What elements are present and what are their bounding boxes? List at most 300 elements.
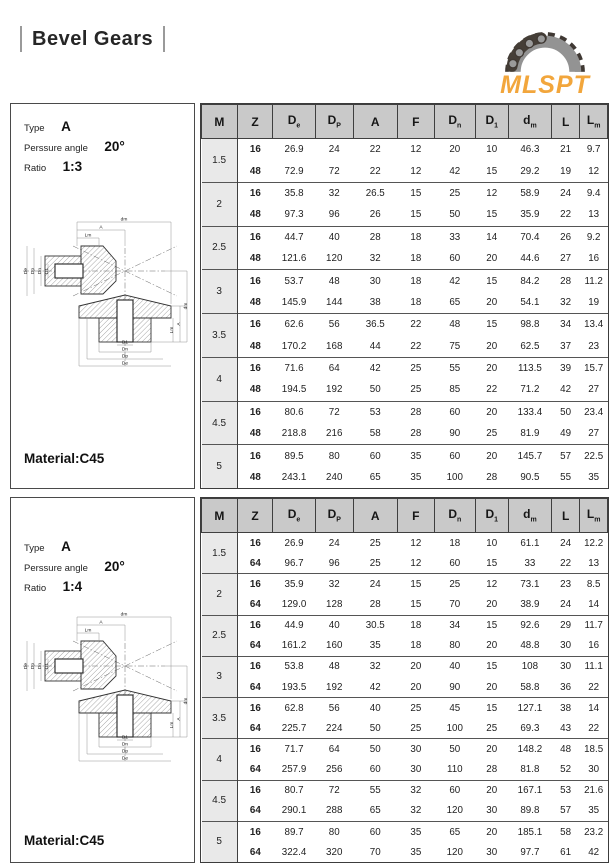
cell-value: 20 <box>475 357 508 379</box>
cell-value: 12 <box>588 165 600 177</box>
cell-value: 20 <box>486 681 498 693</box>
cell-value: 96 <box>328 209 340 221</box>
cell-value: 13.4 <box>580 314 608 336</box>
cell-value: 21.6 <box>580 780 608 801</box>
gear-table <box>201 498 608 862</box>
cell-value: 22 <box>588 722 600 734</box>
cell-value: 24 <box>315 139 353 161</box>
cell-value: 11.2 <box>580 270 608 292</box>
cell-module: 5 <box>202 445 238 488</box>
svg-text:Dp: Dp <box>30 267 36 275</box>
svg-text:Lm: Lm <box>169 326 175 334</box>
cell-value: 50 <box>353 739 397 760</box>
table-row <box>202 357 608 379</box>
cell-value: 160 <box>326 640 343 652</box>
cell-value: 25 <box>353 533 397 554</box>
cell-value: 32 <box>353 656 397 677</box>
bevel-gear-drawing <box>15 210 191 374</box>
table-row <box>202 160 608 182</box>
cell-value: 15 <box>397 182 434 204</box>
cell-value: 36 <box>560 681 572 693</box>
gear-section-drawing <box>14 210 191 374</box>
cell-value: 20 <box>486 340 498 352</box>
cell-module: 4.5 <box>202 780 238 821</box>
cell-value: 9.4 <box>580 182 608 204</box>
cell-value: 27 <box>588 428 600 440</box>
cell-value: 18 <box>410 253 422 265</box>
table-row <box>202 739 608 760</box>
cell-teeth: 64 <box>249 557 261 569</box>
cell-value: 57 <box>560 805 572 817</box>
col-header-De: $D_e$ <box>273 105 315 139</box>
cell-value: 15 <box>475 314 508 336</box>
col-header-dm: $d_m$ <box>508 499 551 533</box>
cell-value: 70 <box>369 846 381 858</box>
svg-text:A: A <box>176 322 182 326</box>
spec-ratio: Ratio 1:4 <box>24 579 83 594</box>
cell-value: 80.6 <box>273 401 315 423</box>
cell-value: 35 <box>588 471 600 483</box>
cell-value: 40 <box>435 656 476 677</box>
cell-value: 22 <box>397 314 434 336</box>
col-header-A: A <box>353 105 397 139</box>
cell-value: 145.9 <box>281 296 307 308</box>
cell-value: 15 <box>475 270 508 292</box>
col-header-Lm: $L_m$ <box>580 499 608 533</box>
cell-value: 89.5 <box>273 445 315 467</box>
cell-value: 24 <box>353 574 397 595</box>
bevel-gear-drawing <box>15 598 191 776</box>
cell-value: 161.2 <box>281 640 307 652</box>
cell-value: 12 <box>410 165 422 177</box>
cell-value: 15 <box>486 209 498 221</box>
cell-value: 28 <box>397 401 434 423</box>
table-row <box>202 248 608 270</box>
cell-teeth: 48 <box>249 253 261 265</box>
cell-value: 38 <box>369 296 381 308</box>
svg-text:D1: D1 <box>44 662 50 670</box>
cell-value: 72 <box>315 401 353 423</box>
cell-value: 53.8 <box>273 656 315 677</box>
cell-value: 40 <box>315 226 353 248</box>
cell-value: 20 <box>435 139 476 161</box>
table-row <box>202 533 608 554</box>
cell-value: 25 <box>486 722 498 734</box>
cell-value: 11.1 <box>580 656 608 677</box>
cell-value: 32 <box>315 182 353 204</box>
page-title: Bevel Gears <box>32 27 154 50</box>
cell-value: 22 <box>369 165 381 177</box>
table-row <box>202 270 608 292</box>
cell-value: 35.8 <box>273 182 315 204</box>
cell-value: 71.6 <box>273 357 315 379</box>
cell-value: 40 <box>315 615 353 636</box>
table-row <box>202 182 608 204</box>
cell-value: 28 <box>486 764 498 776</box>
cell-value: 15 <box>397 574 434 595</box>
cell-teeth: 16 <box>237 270 273 292</box>
cell-value: 145.7 <box>508 445 551 467</box>
svg-text:A: A <box>98 225 103 231</box>
cell-teeth: 16 <box>237 226 273 248</box>
table-row <box>202 379 608 401</box>
cell-value: 35.9 <box>273 574 315 595</box>
cell-value: 148.2 <box>508 739 551 760</box>
table-row <box>202 314 608 336</box>
cell-value: 97.3 <box>284 209 304 221</box>
svg-text:De: De <box>121 756 128 762</box>
cell-value: 57 <box>551 445 579 467</box>
cell-value: 27 <box>560 253 572 265</box>
cell-module: 2 <box>202 182 238 226</box>
material-label: Material:C45 <box>24 833 105 848</box>
cell-value: 194.5 <box>281 384 307 396</box>
cell-teeth: 16 <box>237 139 273 161</box>
cell-value: 97.7 <box>520 846 540 858</box>
cell-value: 30 <box>410 764 422 776</box>
cell-value: 39 <box>551 357 579 379</box>
cell-value: 60 <box>435 780 476 801</box>
cell-value: 42 <box>369 681 381 693</box>
cell-teeth: 16 <box>237 533 273 554</box>
cell-value: 168 <box>326 340 343 352</box>
col-header-De: $D_e$ <box>273 499 315 533</box>
cell-value: 25 <box>435 574 476 595</box>
table-row <box>202 656 608 677</box>
col-header-L: L <box>551 499 579 533</box>
col-header-F: F <box>397 499 434 533</box>
cell-value: 35 <box>397 821 434 842</box>
cell-module: 2 <box>202 574 238 615</box>
cell-value: 80 <box>449 640 461 652</box>
svg-text:Lm: Lm <box>84 233 91 239</box>
cell-value: 26.9 <box>273 139 315 161</box>
cell-value: 25 <box>397 357 434 379</box>
cell-value: 11.7 <box>580 615 608 636</box>
table-row <box>202 842 608 862</box>
cell-value: 24 <box>551 533 579 554</box>
cell-value: 53 <box>551 780 579 801</box>
cell-value: 49 <box>560 428 572 440</box>
cell-value: 22.5 <box>580 445 608 467</box>
cell-value: 60 <box>435 445 476 467</box>
cell-value: 32 <box>315 574 353 595</box>
cell-value: 25 <box>369 557 381 569</box>
cell-value: 50 <box>435 739 476 760</box>
cell-value: 71.7 <box>273 739 315 760</box>
cell-value: 61.1 <box>508 533 551 554</box>
cell-value: 35 <box>369 640 381 652</box>
cell-value: 20 <box>475 445 508 467</box>
cell-value: 44.9 <box>273 615 315 636</box>
cell-module: 4.5 <box>202 401 238 445</box>
cell-teeth: 16 <box>237 445 273 467</box>
table-row <box>202 139 608 161</box>
col-header-Lm: $L_m$ <box>580 105 608 139</box>
cell-value: 70 <box>449 598 461 610</box>
cell-value: 8.5 <box>580 574 608 595</box>
cell-value: 22 <box>588 681 600 693</box>
cell-module: 3 <box>202 270 238 314</box>
svg-text:Dn: Dn <box>121 347 128 353</box>
table-row <box>202 615 608 636</box>
cell-value: 48 <box>315 656 353 677</box>
svg-text:Dn: Dn <box>37 662 43 670</box>
cell-value: 33 <box>435 226 476 248</box>
table-row <box>202 636 608 657</box>
cell-value: 26 <box>551 226 579 248</box>
cell-value: 12 <box>475 574 508 595</box>
cell-value: 72 <box>328 165 340 177</box>
cell-value: 20 <box>475 821 508 842</box>
cell-value: 18 <box>410 296 422 308</box>
spec-panel-ratio-1-3 <box>10 103 195 489</box>
cell-value: 37 <box>560 340 572 352</box>
cell-value: 225.7 <box>281 722 307 734</box>
svg-text:Lm: Lm <box>84 628 91 634</box>
cell-value: 25 <box>397 698 434 719</box>
brand-logo-text: MLSPT <box>500 71 590 99</box>
cell-value: 12 <box>410 557 422 569</box>
cell-teeth: 64 <box>249 598 261 610</box>
table-row <box>202 401 608 423</box>
cell-value: 30 <box>353 270 397 292</box>
cell-value: 96 <box>328 557 340 569</box>
cell-value: 35 <box>410 471 422 483</box>
cell-value: 35.9 <box>520 209 540 221</box>
table-row <box>202 574 608 595</box>
cell-value: 29.2 <box>520 165 540 177</box>
cell-value: 60 <box>449 253 461 265</box>
col-header-F: F <box>397 105 434 139</box>
table-row <box>202 423 608 445</box>
cell-value: 34 <box>435 615 476 636</box>
svg-text:Dn: Dn <box>121 742 128 748</box>
cell-value: 167.1 <box>508 780 551 801</box>
cell-value: 20 <box>410 681 422 693</box>
cell-value: 29 <box>551 615 579 636</box>
cell-value: 33 <box>524 557 536 569</box>
cell-value: 15 <box>410 209 422 221</box>
cell-value: 24 <box>551 182 579 204</box>
cell-value: 120 <box>446 805 463 817</box>
cell-value: 26 <box>369 209 381 221</box>
col-header-M: M <box>202 105 238 139</box>
cell-value: 22 <box>486 384 498 396</box>
cell-value: 243.1 <box>281 471 307 483</box>
cell-value: 80.7 <box>273 780 315 801</box>
cell-value: 23 <box>551 574 579 595</box>
cell-value: 52 <box>560 764 572 776</box>
cell-value: 13 <box>588 557 600 569</box>
cell-teeth: 64 <box>249 722 261 734</box>
svg-text:dm: dm <box>120 612 127 618</box>
cell-teeth: 16 <box>237 314 273 336</box>
cell-value: 26.9 <box>273 533 315 554</box>
cell-value: 73.1 <box>508 574 551 595</box>
col-header-L: L <box>551 105 579 139</box>
dimension-table-ratio-1-4 <box>200 497 609 863</box>
cell-value: 85 <box>449 384 461 396</box>
cell-value: 70.4 <box>508 226 551 248</box>
cell-value: 28 <box>369 598 381 610</box>
cell-value: 32 <box>369 253 381 265</box>
cell-value: 56 <box>315 698 353 719</box>
cell-value: 27 <box>588 384 600 396</box>
cell-value: 35 <box>397 445 434 467</box>
cell-value: 15 <box>475 698 508 719</box>
cell-value: 20 <box>475 739 508 760</box>
cell-value: 144 <box>326 296 343 308</box>
col-header-D1: $D_1$ <box>475 105 508 139</box>
cell-value: 40 <box>353 698 397 719</box>
cell-value: 48 <box>435 314 476 336</box>
cell-value: 224 <box>326 722 343 734</box>
cell-value: 110 <box>446 764 463 776</box>
cell-value: 65 <box>449 296 461 308</box>
cell-module: 4 <box>202 357 238 401</box>
cell-teeth: 16 <box>237 401 273 423</box>
cell-value: 80 <box>315 821 353 842</box>
cell-value: 192 <box>326 681 343 693</box>
cell-value: 22 <box>410 340 422 352</box>
cell-value: 55 <box>560 471 572 483</box>
title-right-rule <box>163 26 165 52</box>
cell-value: 64 <box>315 357 353 379</box>
cell-value: 38 <box>551 698 579 719</box>
cell-value: 90 <box>449 681 461 693</box>
cell-value: 20 <box>486 598 498 610</box>
spec-pressure-angle: Perssure angle 20° <box>24 139 125 154</box>
cell-value: 58 <box>551 821 579 842</box>
cell-value: 24 <box>560 598 572 610</box>
cell-value: 60 <box>435 401 476 423</box>
cell-value: 30 <box>486 805 498 817</box>
cell-value: 53.7 <box>273 270 315 292</box>
cell-value: 96.7 <box>284 557 304 569</box>
cell-teeth: 16 <box>237 182 273 204</box>
cell-value: 89.7 <box>273 821 315 842</box>
cell-module: 3.5 <box>202 698 238 739</box>
cell-teeth: 48 <box>249 165 261 177</box>
cell-value: 48.8 <box>520 640 540 652</box>
table-row <box>202 445 608 467</box>
cell-value: 42 <box>435 270 476 292</box>
cell-value: 15.7 <box>580 357 608 379</box>
cell-value: 64 <box>315 739 353 760</box>
cell-value: 92.6 <box>508 615 551 636</box>
cell-value: 81.8 <box>520 764 540 776</box>
cell-teeth: 64 <box>249 681 261 693</box>
cell-value: 60 <box>353 821 397 842</box>
cell-teeth: 16 <box>237 821 273 842</box>
cell-value: 50 <box>449 209 461 221</box>
cell-teeth: 48 <box>249 384 261 396</box>
cell-value: 256 <box>326 764 343 776</box>
cell-value: 193.5 <box>281 681 307 693</box>
spec-type: Type A <box>24 539 71 554</box>
cell-teeth: 16 <box>237 780 273 801</box>
cell-teeth: 64 <box>249 805 261 817</box>
table-row <box>202 698 608 719</box>
cell-value: 290.1 <box>281 805 307 817</box>
cell-value: 30.5 <box>353 615 397 636</box>
table-row <box>202 336 608 358</box>
cell-value: 9.2 <box>580 226 608 248</box>
cell-value: 42 <box>449 165 461 177</box>
cell-value: 42 <box>560 384 572 396</box>
svg-text:dm: dm <box>120 217 127 223</box>
cell-module: 4 <box>202 739 238 780</box>
cell-value: 48 <box>551 739 579 760</box>
cell-value: 98.8 <box>508 314 551 336</box>
title-left-rule <box>20 26 22 52</box>
cell-value: 58 <box>369 428 381 440</box>
svg-text:Dn: Dn <box>37 267 43 275</box>
cell-value: 14 <box>588 598 600 610</box>
cell-module: 1.5 <box>202 533 238 574</box>
gear-table <box>201 104 608 488</box>
svg-text:A: A <box>176 717 182 721</box>
cell-value: 322.4 <box>281 846 307 858</box>
cell-module: 1.5 <box>202 139 238 183</box>
cell-value: 90 <box>449 428 461 440</box>
cell-value: 90.5 <box>520 471 540 483</box>
cell-value: 28 <box>551 270 579 292</box>
cell-value: 9.7 <box>580 139 608 161</box>
cell-value: 240 <box>326 471 343 483</box>
cell-teeth: 64 <box>249 640 261 652</box>
page-header <box>20 26 165 52</box>
cell-value: 89.8 <box>520 805 540 817</box>
cell-value: 25 <box>435 182 476 204</box>
table-row <box>202 760 608 781</box>
cell-value: 46.3 <box>508 139 551 161</box>
cell-value: 36.5 <box>353 314 397 336</box>
col-header-Z: Z <box>237 105 273 139</box>
cell-value: 25 <box>486 428 498 440</box>
cell-teeth: 16 <box>237 656 273 677</box>
cell-value: 23.2 <box>580 821 608 842</box>
cell-value: 25 <box>410 722 422 734</box>
cell-value: 55 <box>435 357 476 379</box>
spec-type: Type A <box>24 119 71 134</box>
cell-module: 5 <box>202 821 238 862</box>
cell-value: 20 <box>475 780 508 801</box>
cell-value: 288 <box>326 805 343 817</box>
cell-module: 3.5 <box>202 314 238 358</box>
cell-value: 43 <box>560 722 572 734</box>
cell-value: 35 <box>588 805 600 817</box>
col-header-D1: $D_1$ <box>475 499 508 533</box>
cell-value: 21 <box>551 139 579 161</box>
cell-teeth: 16 <box>237 739 273 760</box>
svg-text:De: De <box>23 662 29 670</box>
cell-value: 133.4 <box>508 401 551 423</box>
cell-value: 32 <box>560 296 572 308</box>
cell-value: 120 <box>446 846 463 858</box>
col-header-A: A <box>353 499 397 533</box>
cell-value: 216 <box>326 428 343 440</box>
cell-value: 23.4 <box>580 401 608 423</box>
cell-value: 20 <box>475 401 508 423</box>
cell-teeth: 48 <box>249 340 261 352</box>
cell-value: 20 <box>397 656 434 677</box>
cell-value: 50 <box>551 401 579 423</box>
cell-teeth: 64 <box>249 846 261 858</box>
cell-value: 54.1 <box>520 296 540 308</box>
cell-value: 44.7 <box>273 226 315 248</box>
